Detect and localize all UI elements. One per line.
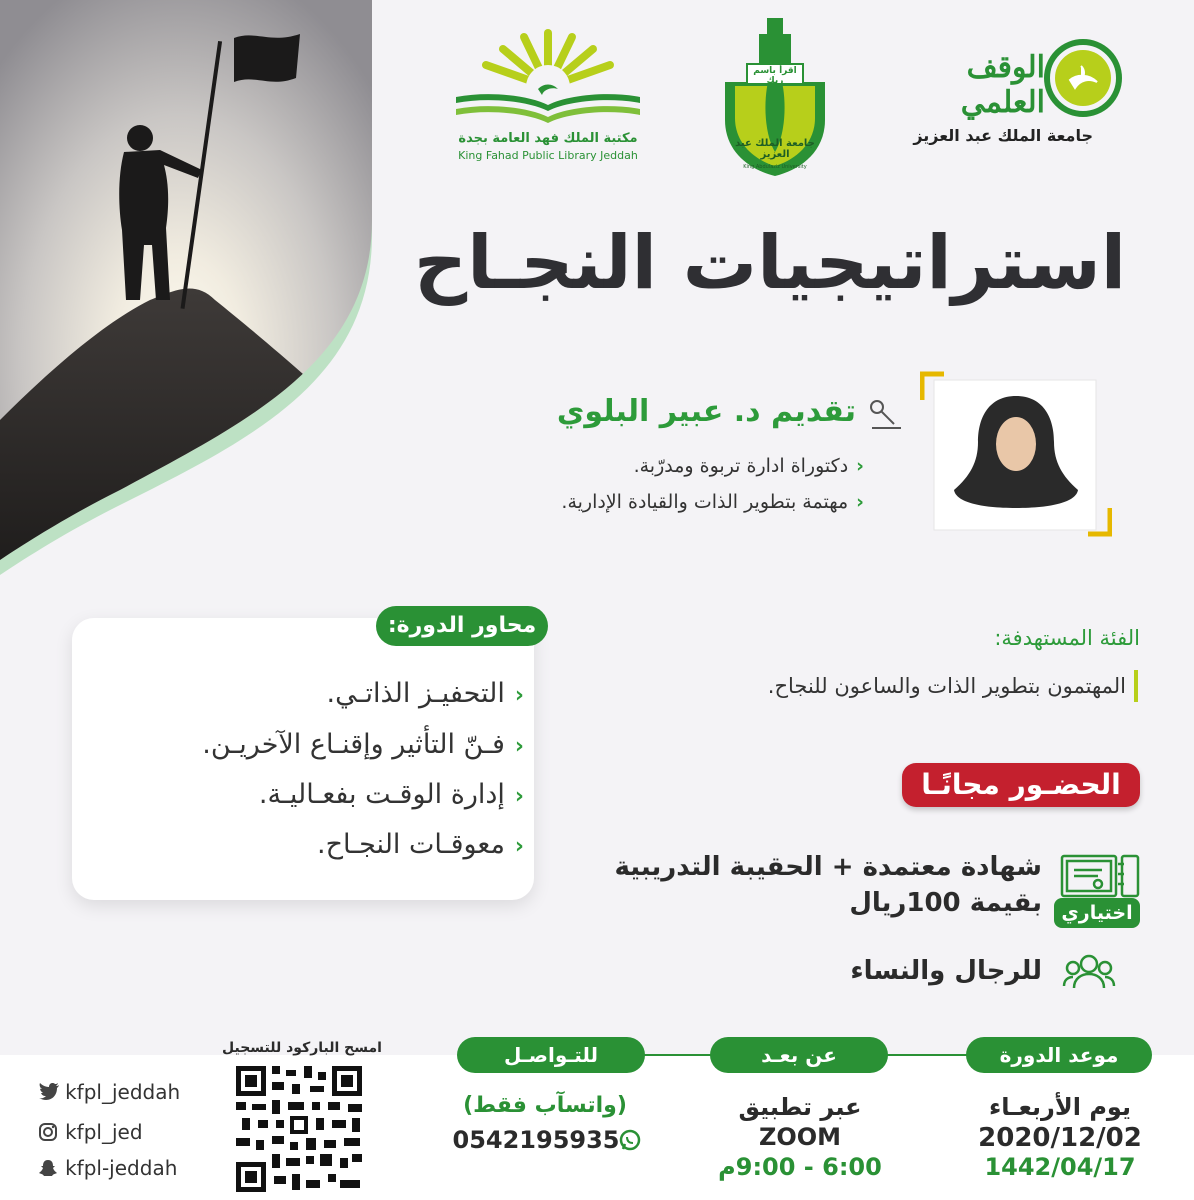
certificate-icon — [1058, 852, 1144, 900]
presenter-photo — [920, 366, 1112, 542]
audience-label: الفئة المستهدفة: — [994, 626, 1140, 650]
library-logo — [448, 25, 648, 165]
presenter-bullet-text: دكتوراة ادارة تربوة ومدرّبة. — [633, 455, 849, 477]
topic-item — [317, 829, 524, 860]
chevron-left-icon: ‹ — [856, 455, 864, 477]
topic-item — [259, 779, 524, 810]
free-attendance-badge: الحضـور مجانًـا — [902, 763, 1140, 807]
waqf-subtitle: جامعة الملك عبد العزيز — [913, 126, 1093, 145]
microphone-icon — [868, 398, 904, 434]
waqf-logo — [905, 38, 1135, 153]
people-icon — [1062, 952, 1116, 992]
optional-badge: اختياري — [1054, 898, 1140, 928]
waqf-title: الوقف العلمي — [960, 50, 1045, 120]
platform-line1: عبر تطبيق — [738, 1093, 862, 1121]
presenter-bullet-text: مهتمة بتطوير الذات والقيادة الإدارية. — [561, 491, 849, 513]
course-time: 6:00 - 9:00م — [718, 1153, 882, 1181]
kau-logo — [705, 12, 845, 177]
chevron-left-icon: ‹ — [514, 784, 524, 809]
contact-pill: للتـواصـل — [457, 1037, 645, 1073]
remote-pill: عن بعـد — [710, 1037, 888, 1073]
chevron-left-icon: ‹ — [856, 491, 864, 513]
snapchat-row[interactable] — [38, 1156, 177, 1180]
contact-phone[interactable]: 0542195935 — [452, 1126, 620, 1154]
library-name-ar: مكتبة الملك فهد العامة بجدة — [458, 131, 638, 146]
kau-motto: اقرأ باسم ربك — [753, 66, 797, 86]
instagram-row[interactable] — [38, 1120, 143, 1144]
audience-value: المهتمون بتطوير الذات والساعون للنجاح. — [767, 674, 1126, 698]
certificate-line1: شهادة معتمدة + الحقيبة التدريبية — [614, 852, 1042, 882]
date-gregorian: 2020/12/02 — [978, 1123, 1142, 1153]
audience-divider — [1134, 670, 1138, 702]
snapchat-icon — [38, 1158, 60, 1178]
topic-item — [327, 678, 525, 709]
topics-header: محاور الدورة: — [376, 606, 548, 646]
date-hijri: 1442/04/17 — [984, 1153, 1136, 1181]
chevron-left-icon: ‹ — [514, 683, 524, 708]
instagram-handle: kfpl_jed — [65, 1120, 143, 1144]
topic-text: فـنّ التأثير وإقنـاع الآخريـن. — [202, 729, 505, 760]
topic-item — [202, 729, 524, 760]
contact-note: (واتسآب فقط) — [463, 1093, 627, 1118]
certificate-line2: بقيمة 100ريال — [849, 888, 1042, 918]
platform-line2: ZOOM — [758, 1123, 842, 1151]
presenter-bullet — [634, 455, 864, 477]
chevron-left-icon: ‹ — [514, 734, 524, 759]
kau-name-ar: جامعة الملك عبد العزيز — [735, 138, 815, 160]
topic-text: معوقـات النجـاح. — [316, 829, 505, 860]
instagram-icon — [38, 1122, 60, 1142]
whatsapp-icon — [618, 1128, 642, 1152]
registration-qr-code[interactable] — [232, 1062, 366, 1196]
kau-name-en: King Abdulaziz University — [743, 164, 807, 170]
library-name-en: King Fahad Public Library Jeddah — [458, 149, 638, 162]
date-day: يوم الأربعـاء — [989, 1093, 1131, 1121]
presenter-bullet — [561, 491, 864, 513]
twitter-row[interactable] — [38, 1080, 180, 1104]
topic-text: التحفيـز الذاتـي. — [326, 678, 505, 709]
topic-text: إدارة الوقـت بفعـاليـة. — [258, 779, 505, 810]
date-pill: موعد الدورة — [966, 1037, 1152, 1073]
snapchat-handle: kfpl-jeddah — [65, 1156, 178, 1180]
page-title: استراتيجيات النجـاح — [413, 220, 1127, 306]
twitter-icon — [38, 1082, 60, 1102]
qr-caption: امسح الباركود للتسجيل — [222, 1040, 382, 1056]
chevron-left-icon: ‹ — [514, 834, 524, 859]
twitter-handle: kfpl_jeddah — [65, 1080, 181, 1104]
gender-text: للرجال والنساء — [850, 956, 1042, 986]
presenter-name: تقديم د. عبير البلوي — [556, 394, 856, 429]
hero-image — [0, 0, 372, 575]
